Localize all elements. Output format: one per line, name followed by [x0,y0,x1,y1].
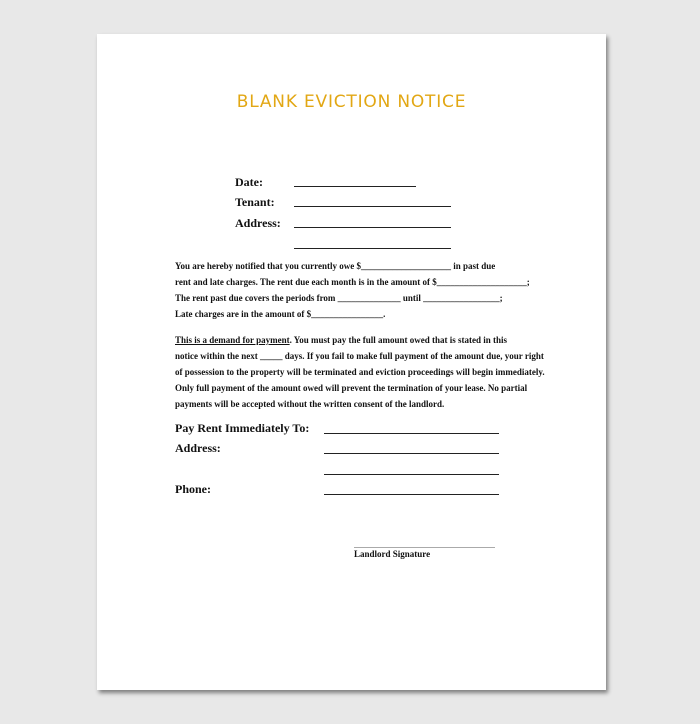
date-blank-line [294,186,416,187]
notice-line: You are hereby notified that you currently owe $____________________ in past due [175,261,496,271]
address-blank-line-2 [294,248,451,249]
phone-blank-line [324,494,499,495]
demand-line: notice within the next _____ days. If you fail to make full payment of the amount due, your right [175,351,544,361]
demand-line: Only full payment of the amount owed will prevent the termination of your lease. No partial [175,383,528,393]
pay-address-blank-line-1 [324,453,499,454]
pay-address-blank-line-2 [324,474,499,475]
document-page [97,34,606,690]
notice-line: rent and late charges. The rent due each month is in the amount of $____________________; [175,277,530,287]
date-label: Date: [235,175,263,189]
document-title: BLANK EVICTION NOTICE [236,92,467,112]
demand-lead-rest: . You must pay the full amount owed that is stated in this [289,335,508,345]
address-blank-line-1 [294,227,451,228]
demand-first-line [175,332,545,348]
tenant-blank-line [294,206,451,207]
notice-line: The rent past due covers the periods from ______________ until _________________; [175,293,503,303]
pay-to-blank-line [324,433,499,434]
demand-lead: This is a demand for payment [175,335,290,345]
demand-line: payments will be accepted without the written consent of the landlord. [175,399,445,409]
notice-paragraph [175,258,545,322]
signature-line [354,547,495,548]
signature-label: Landlord Signature [354,549,431,559]
pay-address-label: Address: [175,441,221,455]
phone-label: Phone: [175,482,211,496]
pay-to-label: Pay Rent Immediately To: [175,421,310,435]
tenant-label: Tenant: [235,195,275,209]
address-label: Address: [235,216,281,230]
notice-line: Late charges are in the amount of $________________. [175,309,386,319]
demand-line: of possession to the property will be terminated and eviction proceedings will begin immediately. [175,367,545,377]
demand-paragraph [175,332,545,412]
